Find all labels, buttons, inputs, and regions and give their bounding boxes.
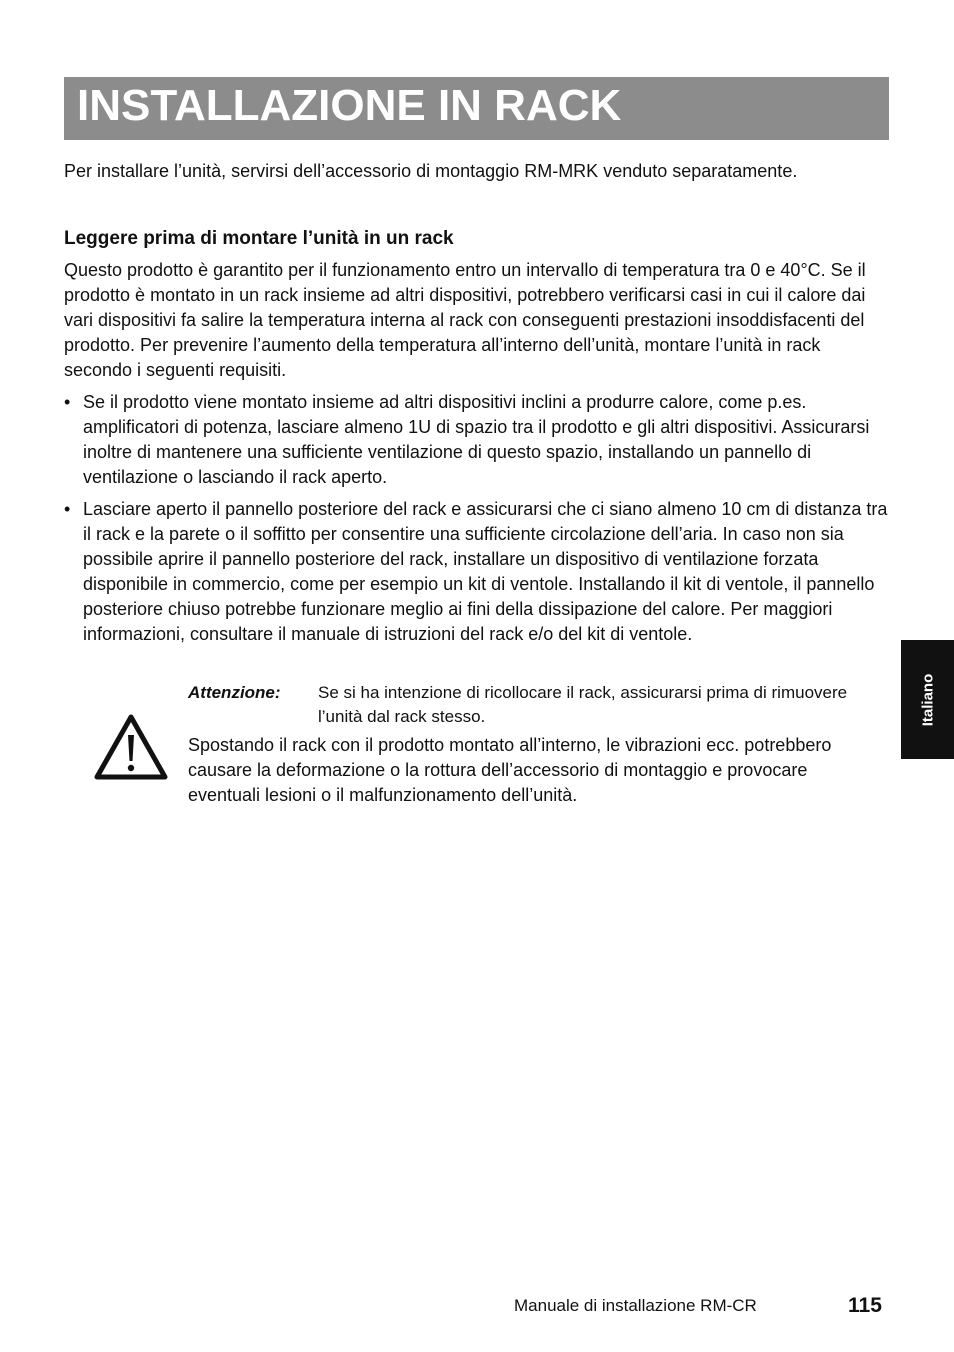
language-tab <box>901 640 954 759</box>
list-item-text: Se il prodotto viene montato insieme ad altri dispositivi inclini a produrre calore, come p.es. amplificatori di potenza, lasciare almeno 1U di spazio tra il prodotto e gli altri dispositivi. Assicurarsi inoltre di mantenere una sufficiente ventilazione di questo spazio, installando un pannello di ventilazione o lasciando il rack aperto. <box>83 392 870 487</box>
page-title: INSTALLAZIONE IN RACK <box>77 81 622 130</box>
language-tab-label: Italiano <box>919 673 936 726</box>
warning-triangle-icon <box>93 713 169 781</box>
page-number: 115 <box>848 1294 882 1317</box>
caution-label: Attenzione: <box>188 683 281 702</box>
list-item <box>64 390 889 490</box>
bullet-marker: • <box>64 392 71 412</box>
section-paragraph: Questo prodotto è garantito per il funzionamento entro un intervallo di temperatura tra 0 e 40°C. Se il prodotto è montato in un rack insieme ad altri dispositivi, potrebbero verificarsi casi in cui il calore dai vari dispositivi fa salire la temperatura interna al rack con conseguenti prestazioni insoddisfacenti del prodotto. Per prevenire l’aumento della temperatura all’interno dell’unità, montare l’unità in rack secondo i seguenti requisiti. <box>64 260 866 380</box>
bullet-marker: • <box>64 499 71 519</box>
list-item-text: Lasciare aperto il pannello posteriore del rack e assicurarsi che ci siano almeno 10 cm di distanza tra il rack e la parete o il soffitto per consentire una sufficiente circolazione dell’aria. In caso non sia possibile aprire il pannello posteriore del rack, installare un dispositivo di ventilazione forzata disponibile in commercio, come per esempio un kit di ventole. Installando il kit di ventole, il pannello posteriore chiuso potrebbe funzionare meglio ai fini della dissipazione del calore. Per maggiori informazioni, consultare il manuale di istruzioni del rack e/o del kit di ventole. <box>83 499 888 644</box>
requirements-list <box>64 390 889 654</box>
page-title-bar <box>64 77 889 140</box>
list-item <box>64 497 889 647</box>
caution-body: Spostando il rack con il prodotto montato all’interno, le vibrazioni ecc. potrebbero causare la deformazione o la rottura dell’accessorio di montaggio e provocare eventuali lesioni o il malfunzionamento dell’unità. <box>188 735 832 805</box>
caution-text: Se si ha intenzione di ricollocare il rack, assicurarsi prima di rimuovere l’unità dal rack stesso. <box>318 683 848 726</box>
section-heading: Leggere prima di montare l’unità in un rack <box>64 228 454 249</box>
intro-paragraph: Per installare l’unità, servirsi dell’accessorio di montaggio RM-MRK venduto separatamente. <box>64 161 798 181</box>
footer-manual-title: Manuale di installazione RM-CR <box>514 1296 757 1315</box>
